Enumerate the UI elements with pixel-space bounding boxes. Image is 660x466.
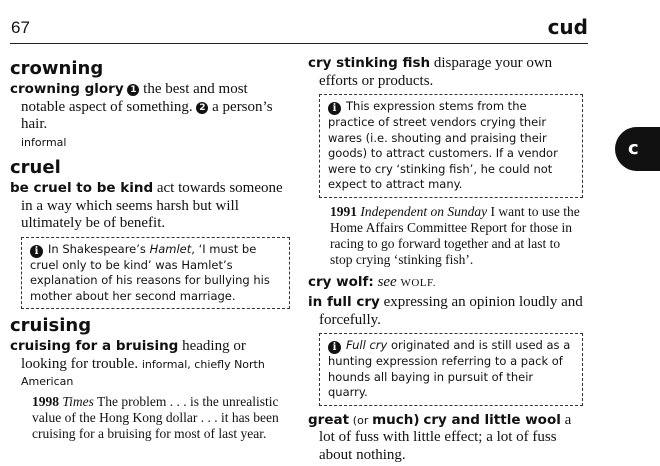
info-icon: i	[328, 341, 341, 354]
headword-cruising: cruising	[10, 315, 92, 336]
definition: a lot of fuss with little effect; a lot of fuss about nothing.	[319, 411, 572, 463]
info-icon: i	[328, 102, 341, 115]
entry-great-cry-and-little-wool: great (or much) cry and little wool a lot of fuss with little effect; a lot of fuss about nothing.	[308, 411, 572, 463]
cross-reference: WOLF.	[400, 276, 437, 289]
right-column	[308, 55, 583, 466]
definition: heading or looking for trouble.	[21, 338, 246, 372]
info-icon: i	[30, 245, 43, 258]
phrase: in full cry	[308, 294, 380, 310]
sense-number-icon: 2	[196, 102, 208, 114]
page-number: 67	[11, 18, 30, 37]
note-term: Full cry	[346, 338, 388, 352]
citation-year: 1991	[330, 203, 357, 219]
citation-source: Times	[62, 393, 94, 409]
phrase: cry stinking fish	[308, 55, 431, 71]
entry-cruising-for-a-bruising	[10, 338, 290, 391]
left-column	[10, 58, 290, 448]
entry-in-full-cry	[308, 294, 583, 329]
sense-number-icon: 1	[127, 84, 139, 96]
phrase: crowning glory	[10, 81, 124, 97]
entry-crowning-glory	[10, 81, 290, 151]
definition: the best and most notable aspect of something.	[21, 81, 248, 115]
usage-label: informal, chiefly North American	[21, 357, 265, 388]
entry-cry-stinking-fish	[308, 55, 583, 90]
citation-source: Independent on Sunday	[360, 203, 488, 219]
definition: disparage your own efforts or products.	[319, 55, 553, 89]
citation-text: The problem . . . is the unrealistic value of the Hong Kong dollar . . . it has been cruising for a bruising for most of last year.	[32, 393, 279, 441]
definition: a person’s hair.	[21, 98, 273, 132]
usage-label: informal	[21, 135, 67, 149]
citation-text: I want to use the Home Affairs Committee Report for those in racing to go forward together and at last to stop crying ‘stinking fish’.	[330, 203, 580, 267]
info-note: i Full cry originated and is still used as a hunting expression referring to a pack of hounds all baying in pursuit of their quarry.	[319, 333, 583, 406]
citation	[330, 204, 583, 268]
phrase: cruising for a bruising	[10, 338, 179, 354]
phrase: great	[308, 411, 350, 428]
citation	[32, 394, 290, 442]
work-title: Hamlet	[149, 241, 192, 256]
phrase: cry wolf:	[308, 273, 374, 290]
header-rule	[10, 43, 588, 44]
citation-year: 1998	[32, 393, 59, 409]
thumb-index-tab: c	[615, 127, 660, 171]
running-head: cud	[547, 15, 588, 39]
phrase: be cruel to be kind	[10, 180, 154, 196]
info-note: i In Shakespeare’s Hamlet, ‘I must be cruel only to be kind’ was Hamlet’s explanation of his reasons for bullying his mother about her second marriage.	[21, 237, 290, 310]
info-note: i This expression stems from the practice of street vendors crying their wares (i.e. shouting and praising their goods) to attract customers. If a vendor were to cry ‘stinking fish’, he could not expect to attract many.	[319, 94, 583, 198]
entry-cry-wolf	[308, 274, 583, 293]
definition: act towards someone in a way which seems harsh but will ultimately be of benefit.	[21, 180, 283, 231]
headword-crowning: crowning	[10, 58, 104, 79]
headword-cruel: cruel	[10, 157, 61, 178]
definition: expressing an opinion loudly and forcefully.	[319, 294, 583, 328]
entry-be-cruel-to-be-kind	[10, 180, 290, 233]
see-label: see	[377, 273, 397, 290]
